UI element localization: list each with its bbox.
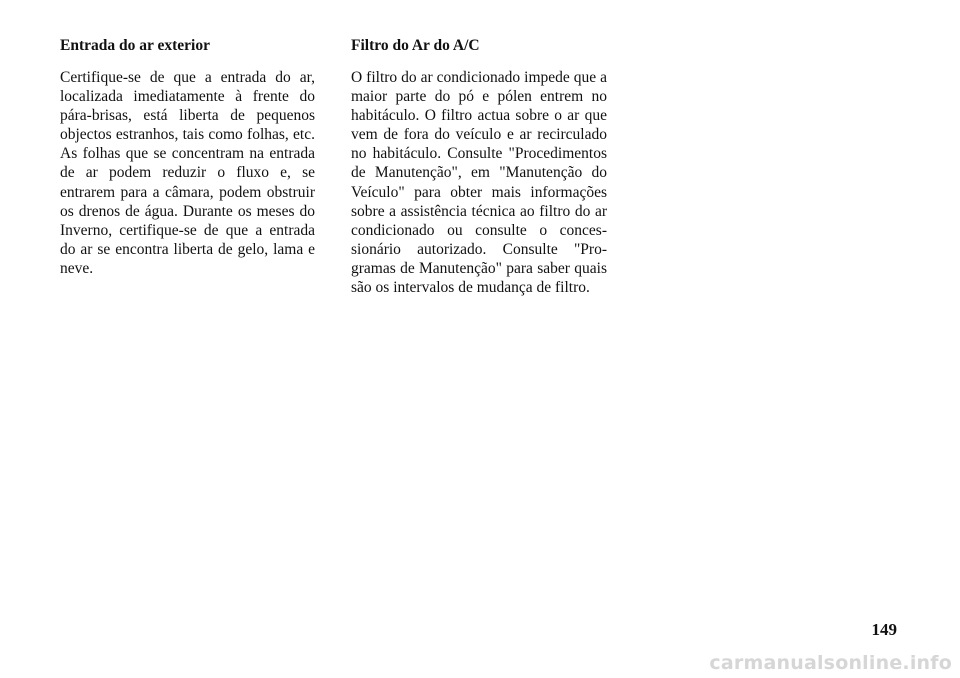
page-number: 149 [871,620,897,639]
outside-air-intake-paragraph: Certifique-se de que a entrada do ar, localizada imediatamente à frente do pára-brisas, está liberta de pequenos objectos estranhos, tais como folhas, etc. As folhas que se concentram na entrada de ar podem reduzir o fluxo e, se entrarem para a câmara, podem obstruir os drenos de água. Durante os meses do Inverno, certifique-se de que a entrada do ar se encontra liberta de gelo, lama e neve. [60,69,315,277]
left-column [60,36,315,278]
ac-air-filter-heading: Filtro do Ar do A/C [351,37,480,54]
outside-air-intake-heading: Entrada do ar exterior [60,37,210,54]
right-column [351,36,607,297]
watermark: carmanualsonline.info [709,652,952,674]
ac-air-filter-paragraph: O filtro do ar condicionado impede que a maior parte do pó e pólen entrem no habitáculo. O filtro actua sobre o ar que vem de fora do veículo e ar recirculado no habitáculo. Consulte "Procedimentos de Manutenção", em "Manutenção do Veículo" para obter mais informações sobre a assistência técnica ao filtro do ar condicionado ou consulte o concessionário autorizado. Consulte "Programas de Manutenção" para saber quais são os intervalos de mudança de filtro. [351,69,607,297]
